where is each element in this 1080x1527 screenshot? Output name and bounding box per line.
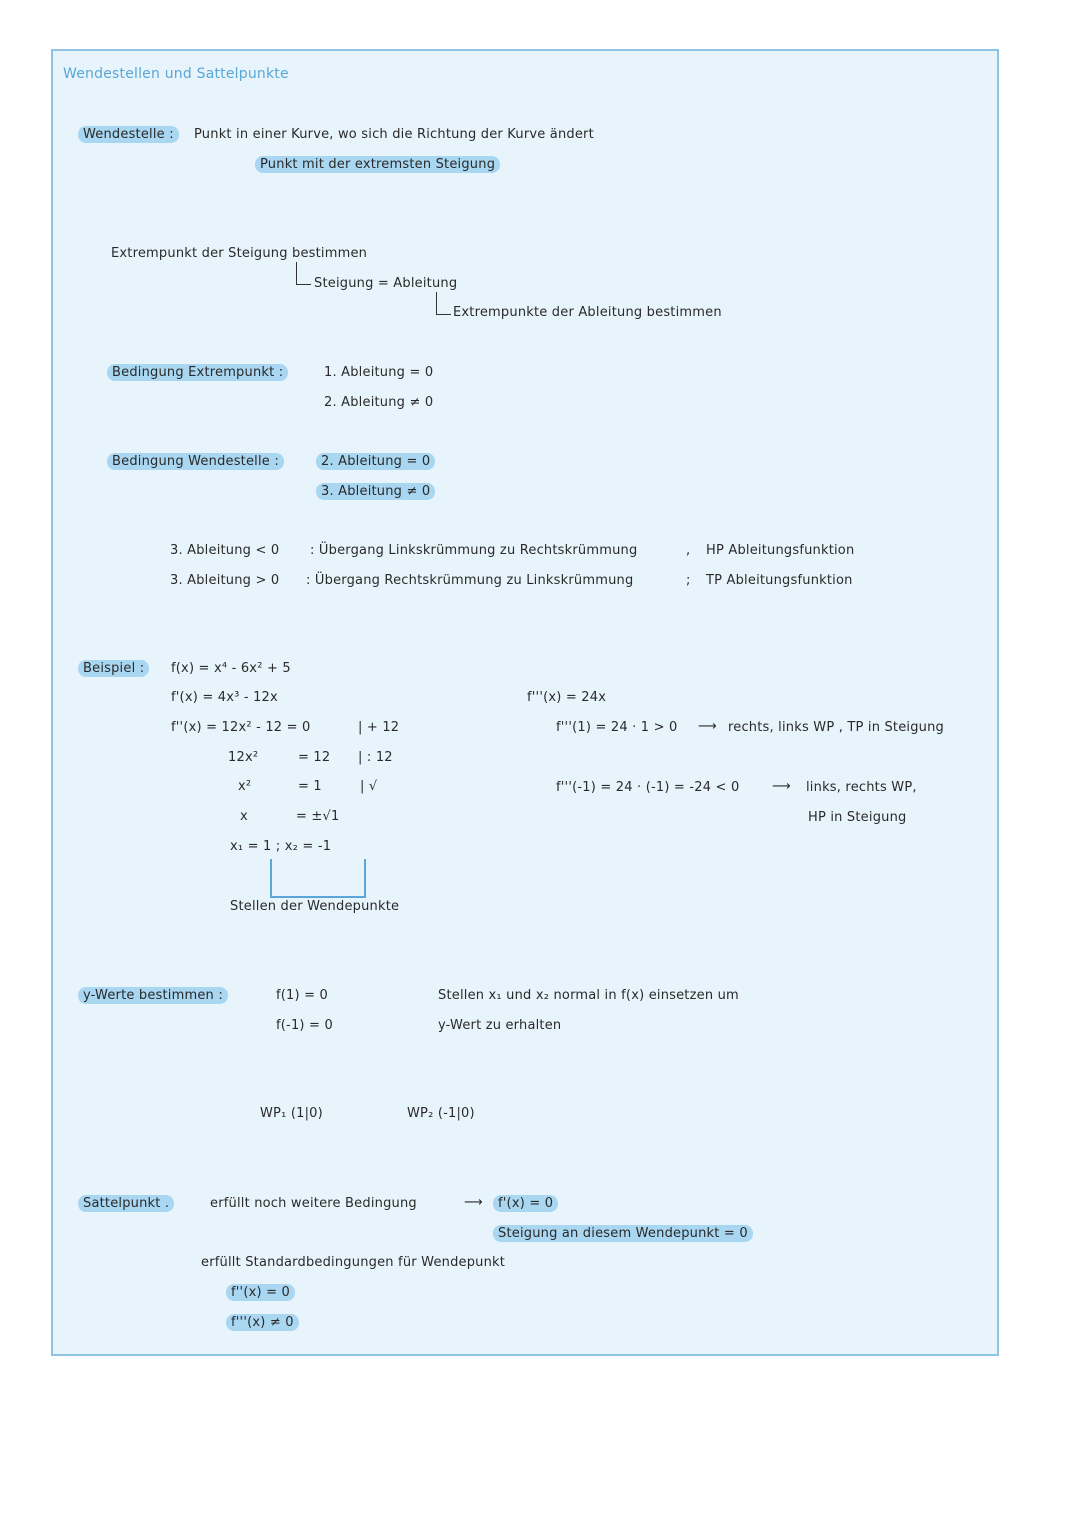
sattel-cond2: Steigung an diesem Wendepunkt = 0 bbox=[493, 1225, 753, 1242]
beispiel-s1a: 12x² bbox=[228, 750, 259, 765]
beispiel-f2: f''(x) = 12x² - 12 = 0 bbox=[171, 720, 311, 735]
arrow-icon: ⟶ bbox=[772, 779, 791, 794]
arrow-icon: ⟶ bbox=[464, 1195, 483, 1210]
sattel-text: erfüllt noch weitere Bedingung bbox=[210, 1196, 417, 1211]
beispiel-s1-op: | : 12 bbox=[358, 750, 393, 765]
beispiel-f3b: f'''(-1) = 24 · (-1) = -24 < 0 bbox=[556, 780, 740, 795]
extrem-line3: Extrempunkte der Ableitung bestimmen bbox=[453, 305, 722, 320]
sattel-s2: f'''(x) ≠ 0 bbox=[226, 1314, 299, 1331]
arrow-icon: ⟶ bbox=[698, 719, 717, 734]
extrem-line2: Steigung = Ableitung bbox=[314, 276, 458, 291]
wendestelle-def1: Punkt in einer Kurve, wo sich die Richtung der Kurve ändert bbox=[194, 127, 594, 142]
third-r1a: 3. Ableitung < 0 bbox=[170, 543, 280, 558]
beispiel-label: Beispiel : bbox=[78, 660, 149, 677]
beispiel-f3: f'''(x) = 24x bbox=[527, 690, 607, 705]
bed-wende-c1: 2. Ableitung = 0 bbox=[316, 453, 435, 470]
beispiel-f3b-res1: links, rechts WP, bbox=[806, 780, 917, 795]
beispiel-s2a: x² bbox=[238, 779, 252, 794]
third-r1c: , bbox=[686, 543, 691, 558]
beispiel-s2-op: | √ bbox=[360, 779, 378, 794]
sattel-std: erfüllt Standardbedingungen für Wendepunkt bbox=[201, 1255, 506, 1270]
third-r1b: : Übergang Linkskrümmung zu Rechtskrümmung bbox=[310, 543, 638, 558]
ywerte-note1: Stellen x₁ und x₂ normal in f(x) einsetzen um bbox=[438, 988, 739, 1003]
third-r2d: TP Ableitungsfunktion bbox=[706, 573, 853, 588]
beispiel-s2b: = 1 bbox=[298, 779, 322, 794]
bed-wende-label: Bedingung Wendestelle : bbox=[107, 453, 284, 470]
roots-connector-bottom bbox=[270, 896, 366, 898]
beispiel-s1b: = 12 bbox=[298, 750, 331, 765]
sattel-cond: f'(x) = 0 bbox=[493, 1195, 558, 1212]
third-r2b: : Übergang Rechtskrümmung zu Linkskrümmung bbox=[306, 573, 634, 588]
bed-wende-c2: 3. Ableitung ≠ 0 bbox=[316, 483, 435, 500]
roots-connector-right bbox=[364, 859, 366, 897]
sattel-label: Sattelpunkt . bbox=[78, 1195, 174, 1212]
ywerte-v1: f(1) = 0 bbox=[276, 988, 329, 1003]
beispiel-f1: f'(x) = 4x³ - 12x bbox=[171, 690, 278, 705]
bracket-2 bbox=[436, 292, 451, 315]
ywerte-label: y-Werte bestimmen : bbox=[78, 987, 228, 1004]
bed-extrem-c2: 2. Ableitung ≠ 0 bbox=[324, 395, 434, 410]
sattel-s1: f''(x) = 0 bbox=[226, 1284, 295, 1301]
third-r1d: HP Ableitungsfunktion bbox=[706, 543, 855, 558]
beispiel-f3a: f'''(1) = 24 · 1 > 0 bbox=[556, 720, 678, 735]
bed-extrem-label: Bedingung Extrempunkt : bbox=[107, 364, 288, 381]
beispiel-f2-op: | + 12 bbox=[358, 720, 400, 735]
ywerte-wp1: WP₁ (1|0) bbox=[260, 1106, 323, 1121]
ywerte-note2: y-Wert zu erhalten bbox=[438, 1018, 562, 1033]
page-title: Wendestellen und Sattelpunkte bbox=[63, 66, 289, 82]
ywerte-v2: f(-1) = 0 bbox=[276, 1018, 333, 1033]
third-r2a: 3. Ableitung > 0 bbox=[170, 573, 280, 588]
wendestelle-label: Wendestelle : bbox=[78, 126, 179, 143]
beispiel-s3a: x bbox=[240, 809, 248, 824]
beispiel-f3b-res2: HP in Steigung bbox=[808, 810, 907, 825]
beispiel-roots: x₁ = 1 ; x₂ = -1 bbox=[230, 839, 332, 854]
third-r2c: ; bbox=[686, 573, 691, 588]
beispiel-stellen: Stellen der Wendepunkte bbox=[230, 899, 400, 914]
bracket-1 bbox=[296, 262, 311, 285]
beispiel-s3b: = ±√1 bbox=[296, 809, 340, 824]
bed-extrem-c1: 1. Ableitung = 0 bbox=[324, 365, 434, 380]
ywerte-wp2: WP₂ (-1|0) bbox=[407, 1106, 475, 1121]
beispiel-f3a-res: rechts, links WP , TP in Steigung bbox=[728, 720, 945, 735]
wendestelle-def2: Punkt mit der extremsten Steigung bbox=[255, 156, 500, 173]
extrem-line1: Extrempunkt der Steigung bestimmen bbox=[111, 246, 368, 261]
beispiel-f: f(x) = x⁴ - 6x² + 5 bbox=[171, 661, 291, 676]
roots-connector-left bbox=[270, 859, 272, 897]
